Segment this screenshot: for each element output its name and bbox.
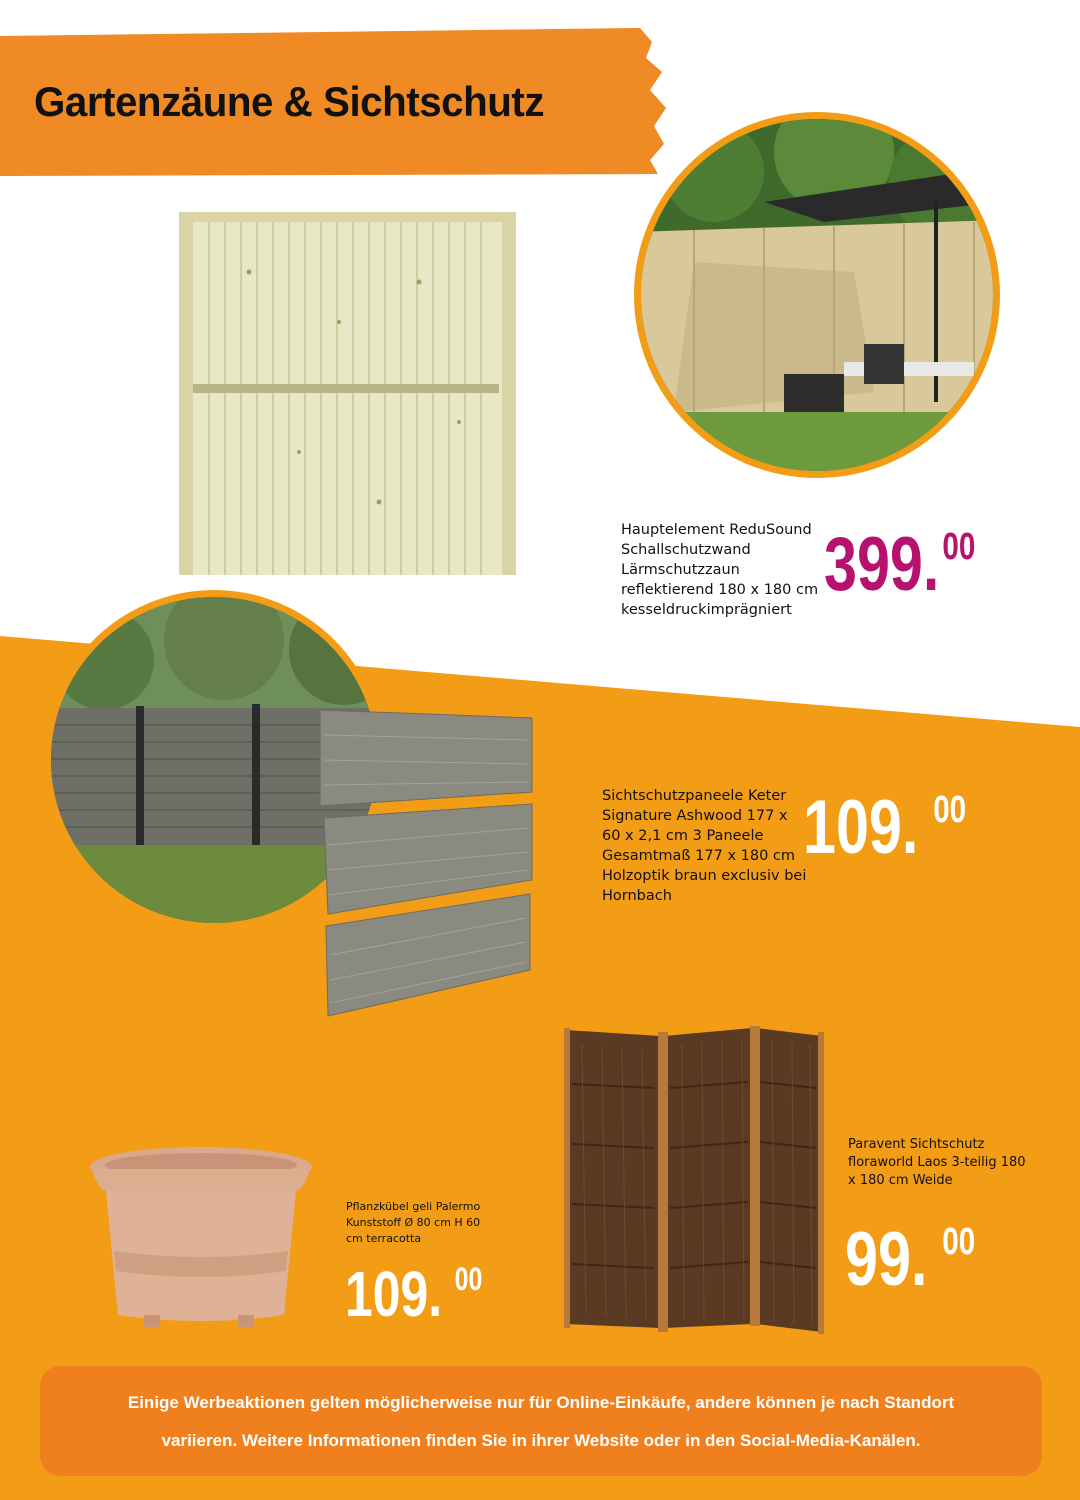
paravent-image bbox=[562, 1024, 826, 1336]
price-main: 99. bbox=[845, 1217, 928, 1302]
price-cents: 00 bbox=[942, 1220, 976, 1263]
planter-image bbox=[88, 1145, 314, 1331]
notice-line-2: variieren. Weitere Informationen finden Sie in ihrer Website oder in den Social-Media-Kanälen. bbox=[161, 1431, 921, 1450]
disclaimer-notice bbox=[40, 1366, 1042, 1476]
product-description: Sichtschutzpaneele Keter Signature Ashwood 177 x 60 x 2,1 cm 3 Paneele Gesamtmaß 177 x 180 cm Holzoptik braun exclusiv bei Hornbach bbox=[602, 788, 807, 904]
product-description: Pflanzkübel geli Palermo Kunststoff Ø 80 cm H 60 cm terracotta bbox=[346, 1200, 481, 1245]
product-description: Hauptelement ReduSound Schallschutzwand Lärmschutzzaun reflektierend 180 x 180 cm kesseldruckimprägniert bbox=[621, 522, 819, 618]
fence-panel-image bbox=[179, 212, 516, 575]
price-main: 109. bbox=[803, 785, 919, 870]
price-cents: 00 bbox=[942, 525, 976, 568]
garden-fence-photo bbox=[634, 112, 1000, 478]
fence-panels-image bbox=[316, 700, 536, 1020]
notice-line-1: Einige Werbeaktionen gelten möglicherweise nur für Online-Einkäufe, andere können je nach Standort bbox=[127, 1393, 955, 1412]
price-main: 399. bbox=[824, 522, 940, 607]
price-main: 109. bbox=[345, 1258, 443, 1330]
page-title: Gartenzäune & Sichtschutz bbox=[34, 78, 545, 125]
product-price bbox=[845, 1217, 976, 1302]
price-cents: 00 bbox=[933, 788, 967, 831]
price-cents: 00 bbox=[454, 1260, 483, 1297]
product-price bbox=[824, 522, 976, 607]
product-price bbox=[803, 785, 967, 870]
product-description: Paravent Sichtschutz floraworld Laos 3-teilig 180 x 180 cm Weide bbox=[848, 1137, 1026, 1188]
product-price bbox=[345, 1258, 483, 1330]
